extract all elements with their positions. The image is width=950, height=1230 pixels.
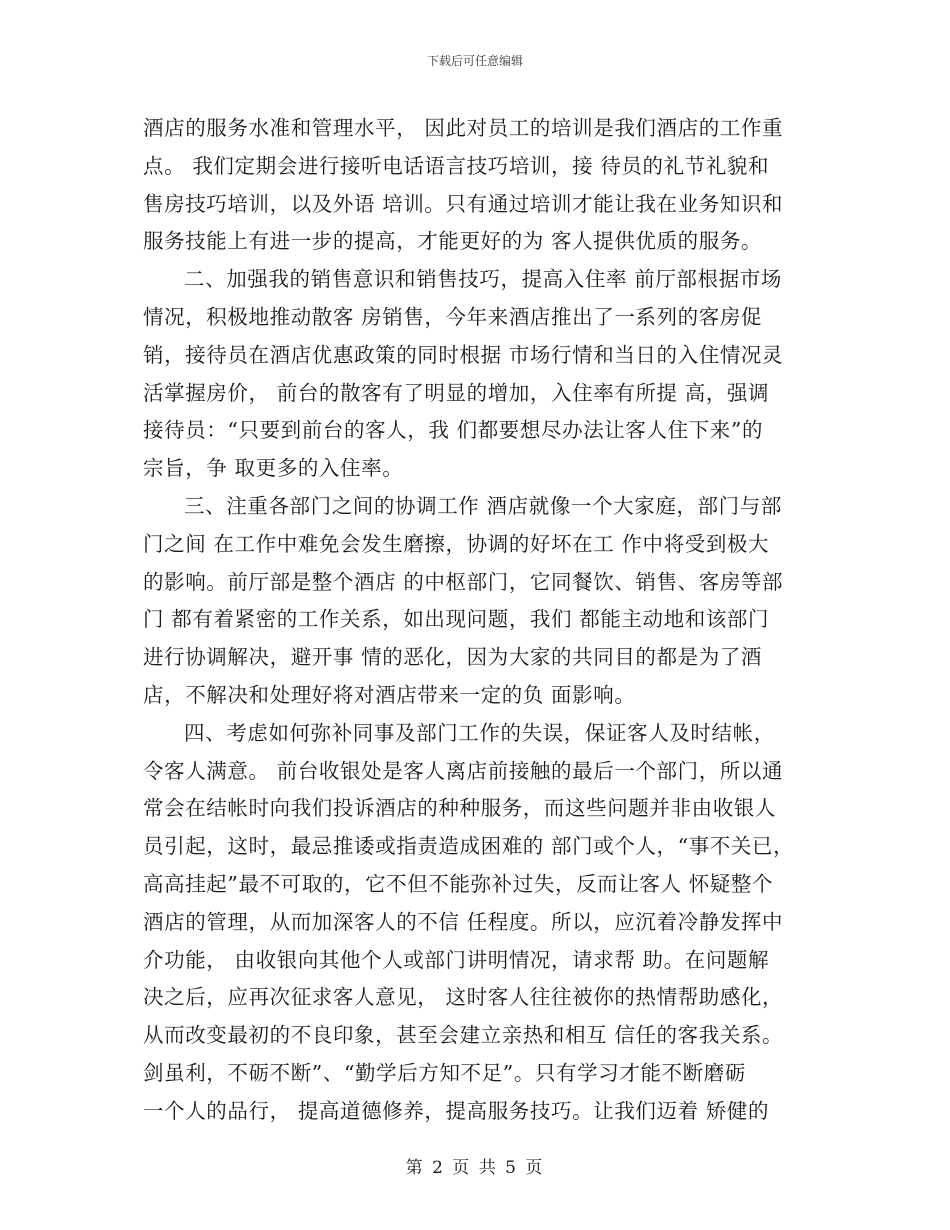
text-line: 售房技巧培训，以及外语 培训。只有通过培训才能让我在业务知识和: [143, 191, 784, 216]
text-line: 介功能， 由收银向其他个人或部门讲明情况，请求帮 助。在问题解: [143, 947, 770, 972]
text-line: 决之后，应再次征求客人意见， 这时客人往往被你的热情帮助感化，: [143, 985, 784, 1010]
text-line: 常会在结帐时向我们投诉酒店的种种服务，而这些问题并非由收银人: [143, 796, 776, 821]
text-line: 令客人满意。 前台收银处是客人离店前接触的最后一个部门，所以通: [143, 758, 784, 783]
text-line: 酒店的管理，从而加深客人的不信 任程度。所以，应沉着冷静发挥中: [143, 909, 784, 934]
text-line: 活掌握房价， 前台的散客有了明显的增加，入住率有所提 高，强调: [143, 380, 770, 405]
document-body: [143, 110, 813, 1131]
text-line: 一个人的品行， 提高道德修养，提高服务技巧。让我们迈着 矫健的: [143, 1098, 770, 1123]
text-line: 酒店的服务水准和管理水平， 因此对员工的培训是我们酒店的工作重: [143, 116, 784, 140]
section-heading-line: 二、加强我的销售意识和销售技巧，提高入住率 前厅部根据市场: [184, 267, 782, 292]
text-line: 店，不解决和处理好将对酒店带来一定的负 面影响。: [143, 682, 636, 707]
text-line: 员引起，这时，最忌推诿或指责造成困难的 部门或个人，“事不关已，: [143, 834, 795, 859]
text-line: 销，接待员在酒店优惠政策的同时根据 市场行情和当日的入住情况灵: [143, 342, 784, 367]
section-heading-line: 四、考虑如何弥补同事及部门工作的失误，保证客人及时结帐，: [184, 720, 775, 745]
text-line: 高高挂起”最不可取的，它不但不能弥补过失，反而让客人 怀疑整个: [143, 871, 774, 896]
text-line: 情况，积极地推动散客 房销售，今年来酒店推出了一系列的客房促: [143, 304, 763, 329]
text-line: 宗旨，争 取更多的入住率。: [143, 456, 404, 481]
page-header: 下载后可任意编辑: [426, 54, 523, 68]
text-line: 点。 我们定期会进行接听电话语言技巧培训，接 待员的礼节礼貌和: [143, 153, 770, 178]
text-line: 剑虽利，不砺不断”、“勤学后方知不足”。只有学习才能不断磨砺: [143, 1060, 746, 1085]
text-line: 接待员：“只要到前台的客人，我 们都要想尽办法让客人住下来”的: [143, 418, 764, 443]
text-line: 的影响。前厅部是整个酒店 的中枢部门，它同餐饮、销售、客房等部: [143, 569, 784, 594]
page-number-footer: 第 2 页 共 5 页: [405, 1158, 545, 1178]
text-line: 从而改变最初的不良印象，甚至会建立亲热和相互 信任的客我关系。: [143, 1023, 784, 1048]
section-heading-line: 三、注重各部门之间的协调工作 酒店就像一个大家庭，部门与部: [184, 493, 782, 518]
text-line: 服务技能上有进一步的提高，才能更好的为 客人提供优质的服务。: [143, 229, 763, 254]
text-line: 门 都有着紧密的工作关系，如出现问题，我们 都能主动地和该部门: [143, 607, 770, 632]
text-line: 进行协调解决，避开事 情的恶化，因为大家的共同目的都是为了酒: [143, 645, 763, 670]
text-line: 门之间 在工作中难免会发生磨擦，协调的好坏在工 作中将受到极大: [143, 531, 770, 556]
